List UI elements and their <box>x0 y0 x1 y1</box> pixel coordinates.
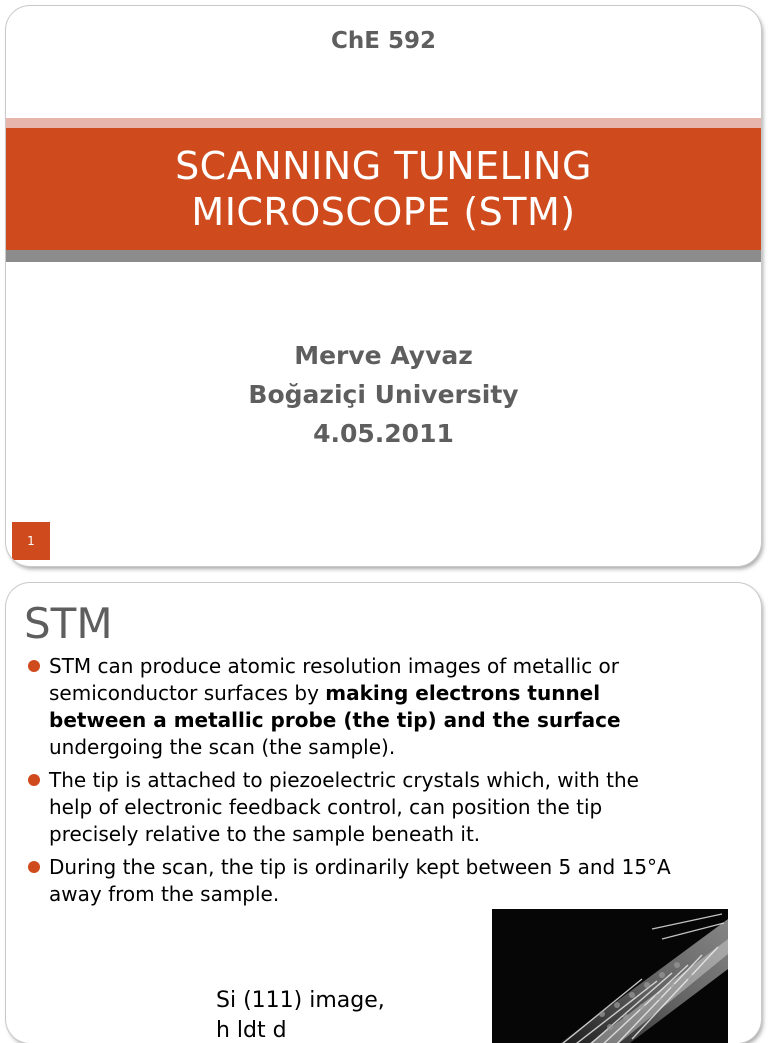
content-slide <box>6 583 761 1043</box>
image-caption <box>216 986 476 1043</box>
course-code: ChE 592 <box>331 28 436 54</box>
title-line-2: MICROSCOPE (STM) <box>191 190 576 234</box>
bullet-text-tail: undergoing the scan (the sample). <box>49 735 396 759</box>
university-name: Boğaziçi University <box>248 380 519 409</box>
bullet-item <box>28 653 688 761</box>
accent-bar-top <box>6 118 761 128</box>
bullet-text: The tip is attached to piezoelectric crystals which, with the help of electronic feedback control, can position the tip precisely relative to the sample beneath it. <box>49 768 639 846</box>
caption-line-1: Si (111) image, <box>216 988 385 1013</box>
author-name: Merve Ayvaz <box>294 341 473 370</box>
bullet-dot-icon <box>28 774 40 786</box>
title-slide <box>6 6 761 566</box>
caption-line-2: h ldt d <box>216 1018 287 1043</box>
title-band <box>6 128 761 250</box>
bullet-dot-icon <box>28 861 40 873</box>
slide-title: STM <box>24 599 113 648</box>
bullet-dot-icon <box>28 660 40 672</box>
presentation-date: 4.05.2011 <box>313 419 454 448</box>
stm-image-graphic <box>492 909 728 1043</box>
bullet-text: STM can produce atomic resolution images of metallic or semiconductor surfaces by <box>49 654 619 705</box>
accent-bar-bottom <box>6 250 761 262</box>
bullet-text: During the scan, the tip is ordinarily kept between 5 and 15°A away from the sample. <box>49 855 671 906</box>
bullet-bold-text: making electrons tunnel between a metallic probe (the tip) and the surface <box>49 681 621 732</box>
bullet-list <box>28 653 688 914</box>
bullet-item <box>28 767 688 848</box>
slide-number-badge: 1 <box>12 522 50 560</box>
author-block <box>6 336 761 453</box>
bullet-item <box>28 854 688 908</box>
stm-surface-image <box>492 909 728 1043</box>
title-line-1: SCANNING TUNELING <box>175 144 592 188</box>
